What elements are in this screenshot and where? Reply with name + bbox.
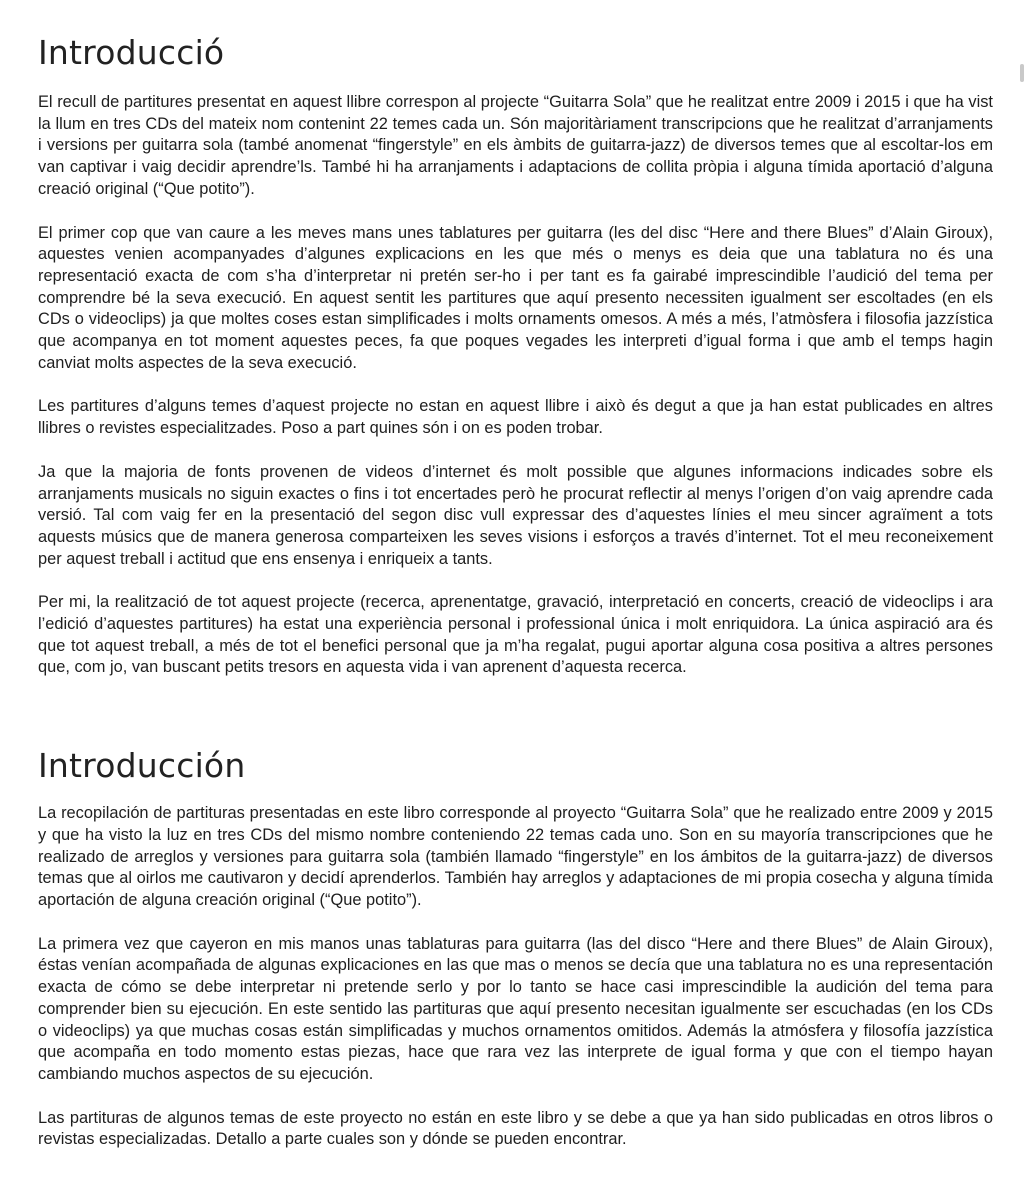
paragraph: La primera vez que cayeron en mis manos unas tablaturas para guitarra (las del disco “Here and there Blues” de Alain Giroux), éstas venían acompañada de algunas explicaciones en las que mas o menos se decía que una tablatura no es una representación exacta de cómo se debe interpretar ni pretende serlo y por lo tanto se hace casi imprescindible la audición del tema para comprender bien su ejecución. En este sentido las partituras que aquí presento necesitan igualmente ser escuchadas (en los CDs o videoclips) ya que muchas cosas están simplificadas y muchos ornamentos omitidos. Además la atmósfera y filosofía jazzística que acompaña en todo momento estas piezas, hace que rara vez las interprete de igual forma y que con el tiempo hayan cambiando muchos aspectos de su ejecución. xyxy=(38,934,993,1083)
paragraph: Ja que la majoria de fonts provenen de videos d’internet és molt possible que algunes informacions indicades sobre els arranjaments musicals no siguin exactes o fins i tot encertades però he procurat reflectir al menys l’origen d’on vaig aprendre cada versió. Tal com vaig fer en la presentació del segon disc vull expressar des d’aquestes línies el meu sincer agraïment a tots aquests músics que de manera generosa comparteixen les seves visions i esforços a través d’internet. Tot el meu reconeixement per aquest treball i actitud que ens ensenya i enriqueix a tants. xyxy=(38,462,993,568)
paragraph: Per mi, la realització de tot aquest projecte (recerca, aprenentatge, gravació, interpretació en concerts, creació de videoclips i ara l’edició d’aquestes partitures) ha estat una experiència personal i professional única i molt enriquidora. La única aspiració ara és que tot aquest treball, a més de tot el benefici personal que ja m’ha regalat, pugui aportar alguna cosa positiva a altres persones que, com jo, van buscant petits tresors en aquesta vida i van aprenent d’aquesta recerca. xyxy=(38,593,993,677)
paragraph: El recull de partitures presentat en aquest llibre correspon al projecte “Guitarra Sola” que he realitzat entre 2009 i 2015 i que ha vist la llum en tres CDs del mateix nom contenint 22 temes cada un. Són majoritàriament transcripcions que he realitzat d’arranjaments i versions per guitarra sola (també anomenat “fingerstyle” en els àmbits de guitarra-jazz) de diversos temes que al escoltar-los em van captivar i vaig decidir aprendre’ls. També hi ha arranjaments i adaptacions de collita pròpia i alguna tímida aportació d’alguna creació original (“Que potito”). xyxy=(38,93,993,198)
document-page xyxy=(38,0,993,1173)
section-spanish xyxy=(38,746,993,1151)
paragraph: Les partitures d’alguns temes d’aquest projecte no estan en aquest llibre i això és degut a que ja han estat publicades en altres llibres o revistes especialitzades. Poso a part quines són i on es poden trobar. xyxy=(38,397,993,438)
paragraph: Las partituras de algunos temas de este proyecto no están en este libro y se debe a que ya han sido publicadas en otros libros o revistas especializadas. Detallo a parte cuales son y dónde se pueden encontrar. xyxy=(38,1108,993,1149)
paragraph: El primer cop que van caure a les meves mans unes tablatures per guitarra (les del disc “Here and there Blues” d’Alain Giroux), aquestes venien acompanyades d’algunes explicacions en les que més o menys es deia que una tablatura no és una representació exacta de com s’ha d’interpretar ni pretén ser-ho i per tant es fa gairabé imprescindible l’audició del tema per comprendre bé la seva execució. En aquest sentit les partitures que aquí presento necessiten igualment ser escoltades (en els CDs o videoclips) ja que moltes coses estan simplificades i molts ornaments omesos. A més a més, l’atmòsfera i filosofia jazzística que acompanya en tot moment aquestes peces, fa que poques vegades les interpreti d’igual forma i que amb el temps hagin canviat molts aspectes de la seva execució. xyxy=(38,223,993,372)
section-title-spanish: Introducción xyxy=(38,746,246,786)
section-title-catalan: Introducció xyxy=(38,33,225,72)
page-edge-mark xyxy=(1020,64,1024,82)
section-catalan xyxy=(38,0,993,679)
paragraph: La recopilación de partituras presentadas en este libro corresponde al proyecto “Guitarra Sola” que he realizado entre 2009 y 2015 y que ha visto la luz en tres CDs del mismo nombre conteniendo 22 temas cada uno. Son en su mayoría transcripciones que he realizado de arreglos y versiones para guitarra sola (también llamado “fingerstyle” en los ámbitos de la guitarra-jazz) de diversos temas que al oirlos me cautivaron y decidí aprenderlos. También hay arreglos y adaptaciones de mi propia cosecha y alguna tímida aportación de alguna creación original (“Que potito”). xyxy=(38,804,993,909)
